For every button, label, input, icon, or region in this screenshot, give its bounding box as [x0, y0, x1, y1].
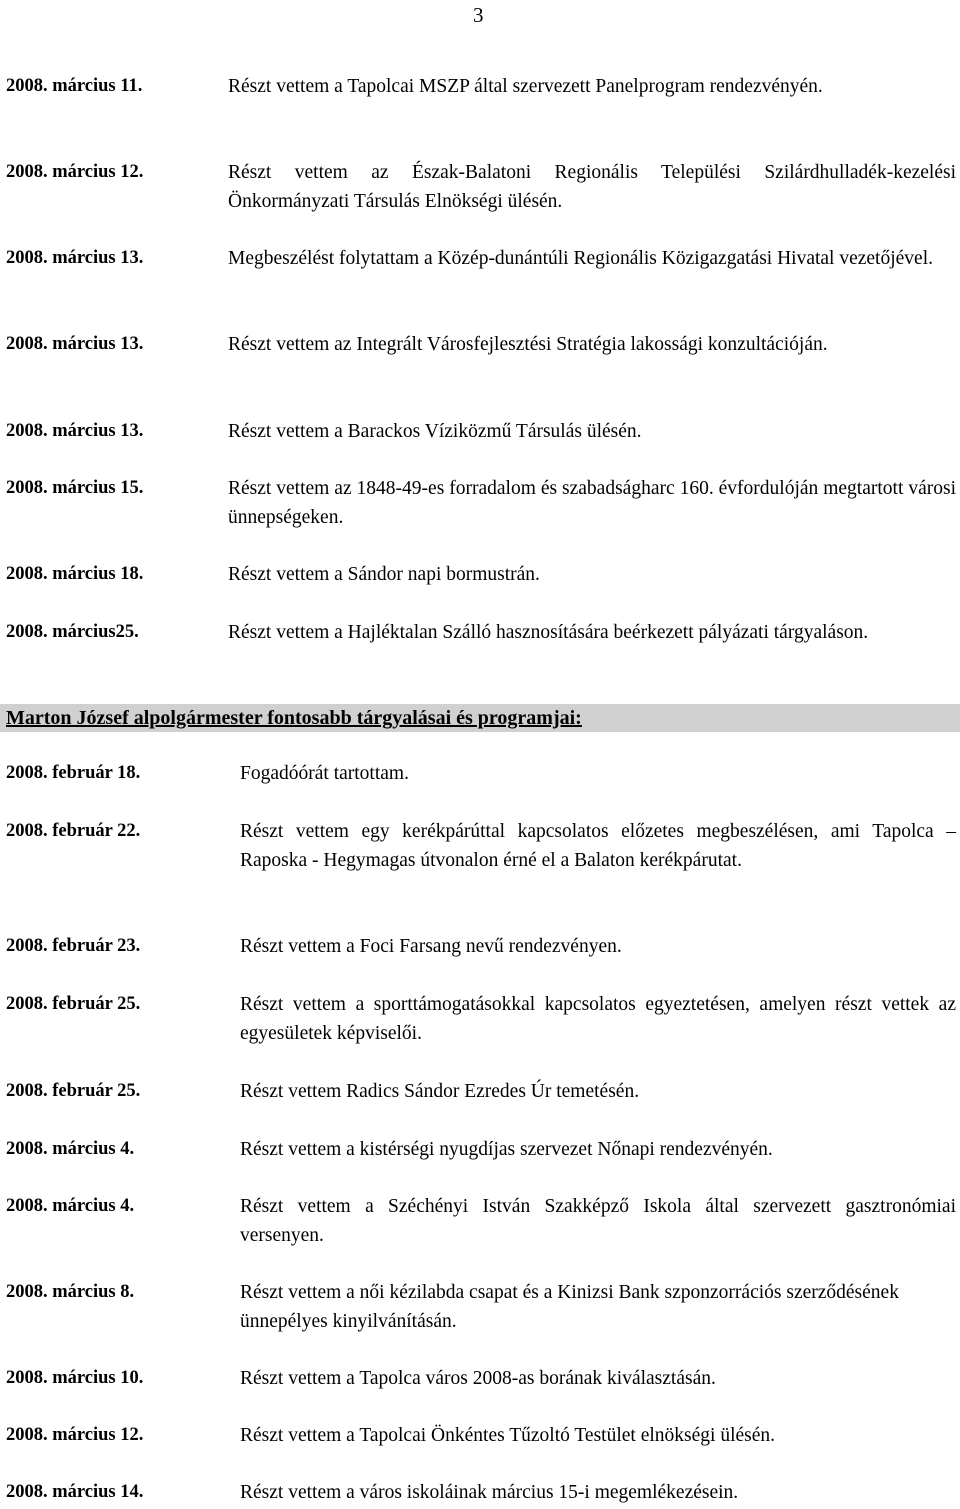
entry-text: Részt vettem a Barackos Víziközmű Társulás ülésén.: [228, 421, 642, 442]
entry-text: Részt vettem az 1848-49-es forradalom és szabadságharc 160. évfordulóján megtartott városi ünnepségeken.: [228, 478, 956, 528]
entry-text: Részt vettem a női kézilabda csapat és a Kinizsi Bank szponzorrációs szerződésének ünnepélyes kinyilvánításán.: [240, 1282, 899, 1332]
entry-text: Részt vettem egy kerékpárúttal kapcsolatos előzetes megbeszélésen, ami Tapolca – Raposka - Hegymagas útvonalon érné el a Balaton kerékpárutat.: [240, 821, 956, 871]
section-heading: Marton József alpolgármester fontosabb tárgyalásai és programjai:: [6, 707, 582, 729]
entry-date: 2008. február 25.: [6, 994, 141, 1014]
entry-text: Részt vettem az Észak-Balatoni Regionális Települési Szilárdhulladék-kezelési Önkormányzati Társulás Elnökségi ülésén.: [228, 162, 956, 212]
entry-date: 2008. március 18.: [6, 564, 144, 584]
entry-text: Részt vettem a Foci Farsang nevű rendezvényen.: [240, 936, 622, 957]
entry-text: Részt vettem a Széchényi István Szakképző Iskola által szervezett gasztronómiai versenyen.: [240, 1196, 956, 1246]
entry-date: 2008. március 15.: [6, 478, 144, 498]
entry-date: 2008. február 22.: [6, 821, 141, 841]
entry-date: 2008. március 11.: [6, 76, 143, 96]
entry-date: 2008. március 4.: [6, 1139, 135, 1159]
entry-text: Részt vettem a Hajléktalan Szálló hasznosítására beérkezett pályázati tárgyaláson.: [228, 622, 869, 643]
page-number: 3: [473, 3, 484, 27]
entry-text: Fogadóórát tartottam.: [240, 763, 409, 784]
entry-date: 2008. március 4.: [6, 1196, 135, 1216]
section-heading-bar: [0, 704, 960, 732]
entry-text: Részt vettem Radics Sándor Ezredes Úr temetésén.: [240, 1081, 640, 1102]
entry-date: 2008. február 18.: [6, 763, 141, 783]
entry-text: Megbeszélést folytattam a Közép-dunántúli Regionális Közigazgatási Hivatal vezetőjével.: [228, 248, 933, 269]
entry-date: 2008. február 23.: [6, 936, 141, 956]
entry-date: 2008. március 13.: [6, 248, 144, 268]
entry-text: Részt vettem a sporttámogatásokkal kapcsolatos egyeztetésen, amelyen részt vettek az egyesületek képviselői.: [240, 994, 956, 1044]
entry-text: Részt vettem a város iskoláinak március 15-i megemlékezésein.: [240, 1482, 739, 1503]
entry-date: 2008. március 12.: [6, 1425, 144, 1445]
entry-date: 2008. március 13.: [6, 421, 144, 441]
entry-text: Részt vettem az Integrált Városfejlesztési Stratégia lakossági konzultációján.: [228, 334, 828, 355]
entry-date: 2008. március 13.: [6, 334, 144, 354]
entry-text: Részt vettem a kistérségi nyugdíjas szervezet Nőnapi rendezvényén.: [240, 1139, 773, 1160]
entry-date: 2008. március 8.: [6, 1282, 135, 1302]
entry-date: 2008. március 14.: [6, 1482, 144, 1502]
entry-text: Részt vettem a Sándor napi bormustrán.: [228, 564, 540, 585]
entry-date: 2008. március 12.: [6, 162, 144, 182]
entry-text: Részt vettem a Tapolcai Önkéntes Tűzoltó Testület elnökségi ülésén.: [240, 1425, 776, 1446]
entry-text: Részt vettem a Tapolca város 2008-as borának kiválasztásán.: [240, 1368, 716, 1389]
entry-date: 2008. február 25.: [6, 1081, 141, 1101]
entry-text: Részt vettem a Tapolcai MSZP által szervezett Panelprogram rendezvényén.: [228, 76, 823, 97]
entry-date: 2008. március 10.: [6, 1368, 144, 1388]
entry-date: 2008. március25.: [6, 622, 139, 642]
